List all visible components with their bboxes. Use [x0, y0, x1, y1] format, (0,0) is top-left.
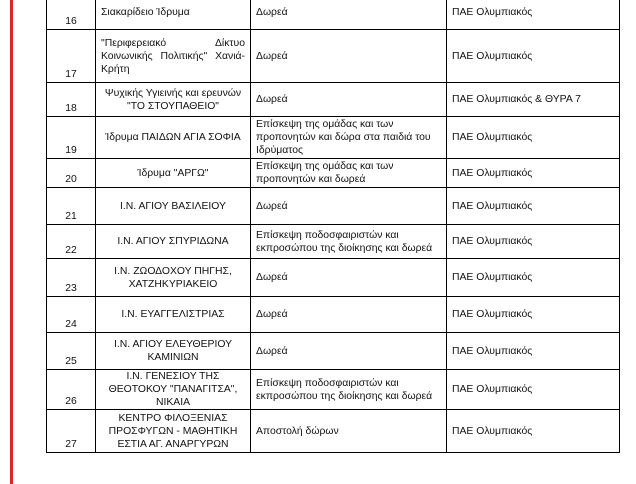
row-number: 21 [47, 188, 96, 225]
beneficiary-cell: Ι.Ν. ΑΓΙΟΥ ΒΑΣΙΛΕΙΟΥ [96, 188, 251, 225]
row-number: 27 [47, 410, 96, 453]
table-row [47, 30, 620, 83]
donor-cell: ΠΑΕ Ολυμπιακός [447, 117, 620, 159]
beneficiary-cell: Ι.Ν. ΓΕΝΕΣΙΟΥ ΤΗΣ ΘΕΟΤΟΚΟΥ "ΠΑΝΑΓΙΤΣΑ", ΝΙΚΑΙΑ [96, 370, 251, 410]
row-number: 20 [47, 159, 96, 188]
beneficiary-cell: Ι.Ν. ΕΥΑΓΓΕΛΙΣΤΡΙΑΣ [96, 297, 251, 333]
row-number: 23 [47, 259, 96, 297]
beneficiary-cell: "Περιφερειακό Δίκτυο Κοινωνικής Πολιτικής" Χανιά-Κρήτη [96, 30, 251, 83]
action-cell: Δωρεά [251, 259, 447, 297]
table-row [47, 188, 620, 225]
table-row [47, 225, 620, 259]
row-number: 16 [47, 0, 96, 30]
table-row [47, 159, 620, 188]
donor-cell: ΠΑΕ Ολυμπιακός [447, 259, 620, 297]
donor-cell: ΠΑΕ Ολυμπιακός [447, 30, 620, 83]
row-number: 25 [47, 333, 96, 370]
donor-cell: ΠΑΕ Ολυμπιακός [447, 0, 620, 30]
table-row [47, 0, 620, 30]
table-row [47, 370, 620, 410]
action-cell: Δωρεά [251, 83, 447, 117]
beneficiary-cell: ΚΕΝΤΡΟ ΦΙΛΟΞΕΝΙΑΣ ΠΡΟΣΦΥΓΩΝ - ΜΑΘΗΤΙΚΗ ΕΣΤΙΑ ΑΓ. ΑΝΑΡΓΥΡΩΝ [96, 410, 251, 453]
beneficiary-cell: Ίδρυμα "ΑΡΓΩ" [96, 159, 251, 188]
donor-cell: ΠΑΕ Ολυμπιακός [447, 188, 620, 225]
table-row [47, 333, 620, 370]
beneficiary-cell: Ι.Ν. ΑΓΙΟΥ ΕΛΕΥΘΕΡΙΟΥ ΚΑΜΙΝΙΩΝ [96, 333, 251, 370]
row-number: 17 [47, 30, 96, 83]
table-row [47, 297, 620, 333]
table-row [47, 117, 620, 159]
row-number: 24 [47, 297, 96, 333]
donor-cell: ΠΑΕ Ολυμπιακός [447, 410, 620, 453]
action-cell: Δωρεά [251, 297, 447, 333]
row-number: 22 [47, 225, 96, 259]
action-cell: Επίσκεψη ποδοσφαιριστών και εκπροσώπου της διοίκησης και δωρεά [251, 370, 447, 410]
donor-cell: ΠΑΕ Ολυμπιακός [447, 225, 620, 259]
beneficiary-cell: Ι.Ν. ΑΓΙΟΥ ΣΠΥΡΙΔΩΝΑ [96, 225, 251, 259]
donor-cell: ΠΑΕ Ολυμπιακός & ΘΥΡΑ 7 [447, 83, 620, 117]
donor-cell: ΠΑΕ Ολυμπιακός [447, 333, 620, 370]
action-cell: Αποστολή δώρων [251, 410, 447, 453]
action-cell: Επίσκεψη της ομάδας και των προπονητών και δωρεά [251, 159, 447, 188]
donor-cell: ΠΑΕ Ολυμπιακός [447, 370, 620, 410]
action-cell: Δωρεά [251, 188, 447, 225]
row-number: 19 [47, 117, 96, 159]
action-cell: Επίσκεψη της ομάδας και των προπονητών και δώρα στα παιδιά του Ιδρύματος [251, 117, 447, 159]
row-number: 26 [47, 370, 96, 410]
action-cell: Δωρεά [251, 333, 447, 370]
beneficiary-cell: Ψυχικής Υγιεινής και ερευνών "ΤΟ ΣΤΟΥΠΑΘΕΙΟ" [96, 83, 251, 117]
row-number: 18 [47, 83, 96, 117]
action-cell: Δωρεά [251, 0, 447, 30]
table-row [47, 83, 620, 117]
beneficiary-cell: Ι.Ν. ΖΩΟΔΟΧΟΥ ΠΗΓΗΣ, ΧΑΤΖΗΚΥΡΙΑΚΕΙΟ [96, 259, 251, 297]
donations-table [46, 0, 620, 453]
page-margin-line [10, 0, 13, 484]
table-row [47, 259, 620, 297]
action-cell: Επίσκεψη ποδοσφαιριστών και εκπροσώπου της διοίκησης και δωρεά [251, 225, 447, 259]
action-cell: Δωρεά [251, 30, 447, 83]
donor-cell: ΠΑΕ Ολυμπιακός [447, 297, 620, 333]
donor-cell: ΠΑΕ Ολυμπιακός [447, 159, 620, 188]
table-row [47, 410, 620, 453]
beneficiary-cell: Ίδρυμα ΠΑΙΔΩΝ ΑΓΙΑ ΣΟΦΙΑ [96, 117, 251, 159]
beneficiary-cell: Σιακαρίδειο Ίδρυμα [96, 0, 251, 30]
